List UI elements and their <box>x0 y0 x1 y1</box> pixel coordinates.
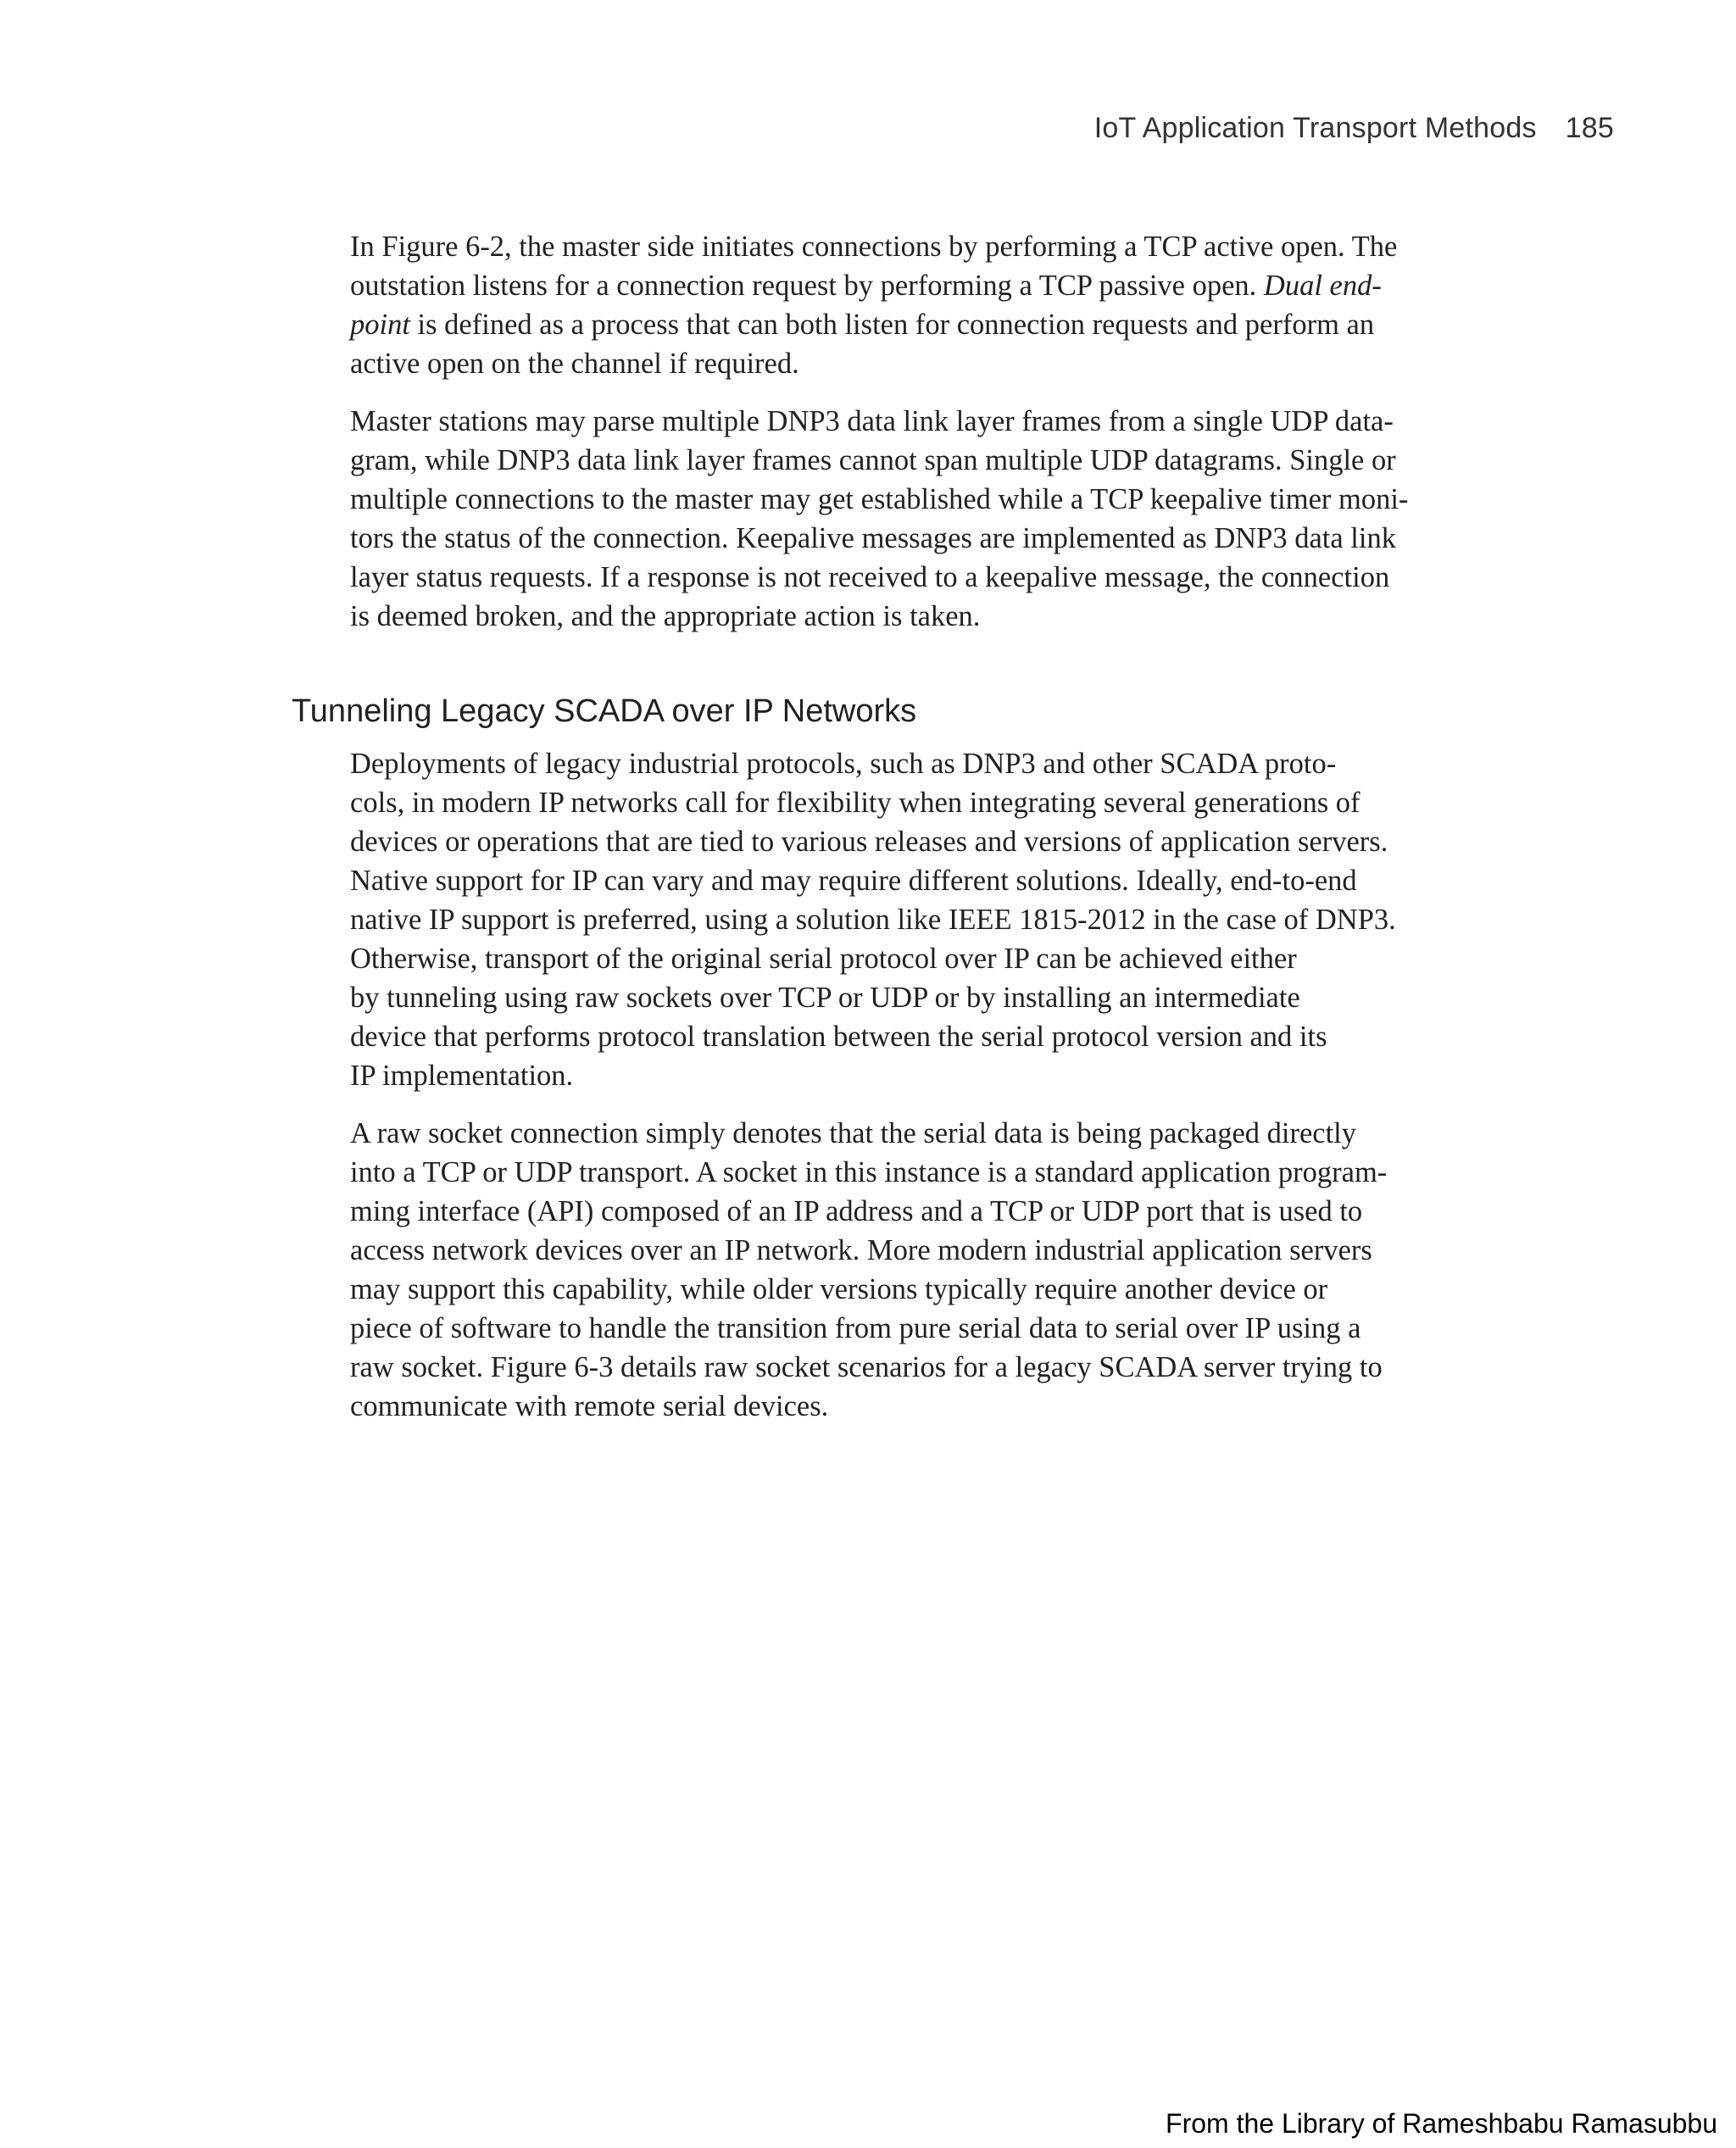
paragraph <box>350 227 1494 383</box>
text-line <box>350 266 1494 305</box>
section-2-body <box>350 744 1494 1426</box>
text-line: layer status requests. If a response is not received to a keepalive message, the connection <box>350 561 1390 593</box>
text-line: multiple connections to the master may get established while a TCP keepalive timer moni- <box>350 483 1409 515</box>
emphasis-term: point <box>350 309 410 341</box>
text-line: Deployments of legacy industrial protocols, such as DNP3 and other SCADA proto- <box>350 748 1337 780</box>
text-line: ming interface (API) composed of an IP address and a TCP or UDP port that is used to <box>350 1195 1363 1227</box>
text-line: piece of software to handle the transition from pure serial data to serial over IP using a <box>350 1312 1361 1344</box>
text-line: may support this capability, while older versions typically require another device or <box>350 1273 1328 1305</box>
section-1-body <box>350 227 1494 636</box>
text-line: into a TCP or UDP transport. A socket in this instance is a standard application program- <box>350 1156 1388 1188</box>
text-line: access network devices over an IP network. More modern industrial application servers <box>350 1234 1372 1266</box>
text-run: outstation listens for a connection request by performing a TCP passive open. <box>350 270 1264 302</box>
text-line: is deemed broken, and the appropriate action is taken. <box>350 600 981 632</box>
text-line: by tunneling using raw sockets over TCP or UDP or by installing an intermediate <box>350 982 1300 1014</box>
text-line: Otherwise, transport of the original serial protocol over IP can be achieved either <box>350 943 1297 975</box>
text-line: cols, in modern IP networks call for flexibility when integrating several generations of <box>350 787 1360 819</box>
text-line: device that performs protocol translation between the serial protocol version and its <box>350 1021 1327 1053</box>
text-line: gram, while DNP3 data link layer frames cannot span multiple UDP datagrams. Single or <box>350 444 1396 476</box>
emphasis-term: Dual end- <box>1263 270 1382 302</box>
paragraph <box>350 744 1494 1095</box>
text-line: communicate with remote serial devices. <box>350 1390 829 1422</box>
text-line: active open on the channel if required. <box>350 348 799 380</box>
paragraph <box>350 1114 1494 1426</box>
text-line: A raw socket connection simply denotes that the serial data is being packaged directly <box>350 1117 1356 1149</box>
text-line <box>350 305 1494 344</box>
running-title: IoT Application Transport Methods <box>1093 112 1537 144</box>
text-line: tors the status of the connection. Keepalive messages are implemented as DNP3 data link <box>350 522 1396 554</box>
text-line: devices or operations that are tied to various releases and versions of application servers. <box>350 826 1388 858</box>
text-line: native IP support is preferred, using a solution like IEEE 1815-2012 in the case of DNP3. <box>350 904 1396 936</box>
text-run: is defined as a process that can both listen for connection requests and perform an <box>409 309 1375 341</box>
section-heading: Tunneling Legacy SCADA over IP Networks <box>292 693 917 729</box>
text-line: raw socket. Figure 6-3 details raw socket scenarios for a legacy SCADA server trying to <box>350 1351 1383 1383</box>
text-line: IP implementation. <box>350 1060 574 1092</box>
text-line: Native support for IP can vary and may require different solutions. Ideally, end-to-end <box>350 865 1357 897</box>
text-line: Master stations may parse multiple DNP3 data link layer frames from a single UDP data- <box>350 405 1394 437</box>
running-head <box>1094 112 1614 145</box>
library-watermark: From the Library of Rameshbabu Ramasubbu <box>1166 2108 1717 2139</box>
paragraph <box>350 402 1494 636</box>
text-line: In Figure 6-2, the master side initiates connections by performing a TCP active open. The <box>350 231 1398 263</box>
page-number: 185 <box>1565 112 1614 144</box>
